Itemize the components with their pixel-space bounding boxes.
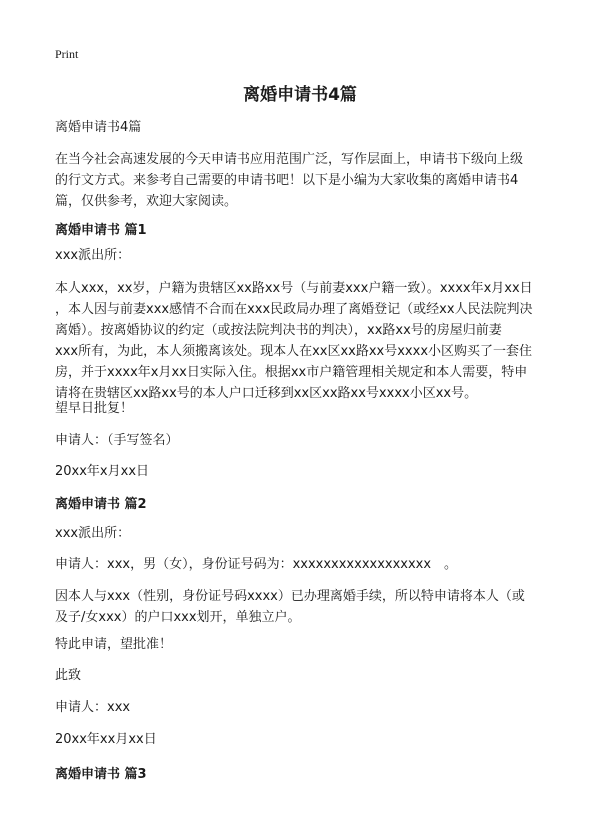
intro-line-3: 篇，仅供参考，欢迎大家阅读。 [55, 194, 238, 209]
intro-line-1: 在当今社会高速发展的今天申请书应用范围广泛，写作层面上，申请书下级向上级 [55, 152, 524, 167]
section-1-body-line-6: 请将在贵辖区xx路xx号的本人户口迁移到xx区xx路xx号xxxx小区xx号。 [55, 386, 478, 401]
section-1-heading: 离婚申请书 篇1 [55, 223, 147, 238]
section-1-date: 20xx年x月xx日 [55, 464, 150, 479]
section-2-body-line-1: 因本人与xxx（性别，身份证号码xxxx）已办理离婚手续，所以特申请将本人（或 [55, 589, 525, 604]
section-1-body-line-3: 离婚）。按离婚协议的约定（或按法院判决书的判决），xx路xx号的房屋归前妻 [55, 323, 502, 338]
section-2-heading: 离婚申请书 篇2 [55, 497, 147, 512]
section-1-body-line-2: ，本人因与前妻xxx感情不合而在xxx民政局办理了离婚登记（或经xx人民法院判决 [55, 302, 533, 317]
section-2-body-line-2: 及子/女xxx）的户口xxx划开，单独立户。 [55, 610, 301, 625]
document-title: 离婚申请书4篇 [243, 85, 357, 105]
document-subtitle: 离婚申请书4篇 [55, 120, 142, 135]
section-1-body-line-1: 本人xxx，xx岁，户籍为贵辖区xx路xx号（与前妻xxx户籍一致）。xxxx年x月xx日 [55, 281, 533, 296]
section-2-date: 20xx年xx月xx日 [55, 732, 157, 747]
section-2-salutation: 此致 [55, 668, 82, 683]
section-1-closing: 望早日批复！ [55, 401, 134, 416]
section-2-applicant-info: 申请人：xxx，男（女），身份证号码为：xxxxxxxxxxxxxxxxxx 。 [55, 557, 458, 572]
section-2-applicant: 申请人：xxx [55, 700, 131, 715]
section-1-body-line-4: xxx所有，为此，本人须搬离该处。现本人在xx区xx路xx号xxxx小区购买了一套住 [55, 344, 533, 359]
section-1-body-line-5: 房，并于xxxx年x月xx日实际入住。根据xx市户籍管理相关规定和本人需要，特申 [55, 365, 528, 380]
section-2-recipient: xxx派出所： [55, 526, 131, 541]
section-2-closing: 特此申请，望批准！ [55, 637, 173, 652]
section-1-applicant: 申请人：（手写签名） [55, 433, 179, 448]
section-3-heading: 离婚申请书 篇3 [55, 767, 147, 782]
intro-line-2: 的行文方式。来参考自己需要的申请书吧！以下是小编为大家收集的离婚申请书4 [55, 173, 519, 188]
section-1-recipient: xxx派出所： [55, 248, 131, 263]
print-label[interactable]: Print [55, 47, 79, 61]
